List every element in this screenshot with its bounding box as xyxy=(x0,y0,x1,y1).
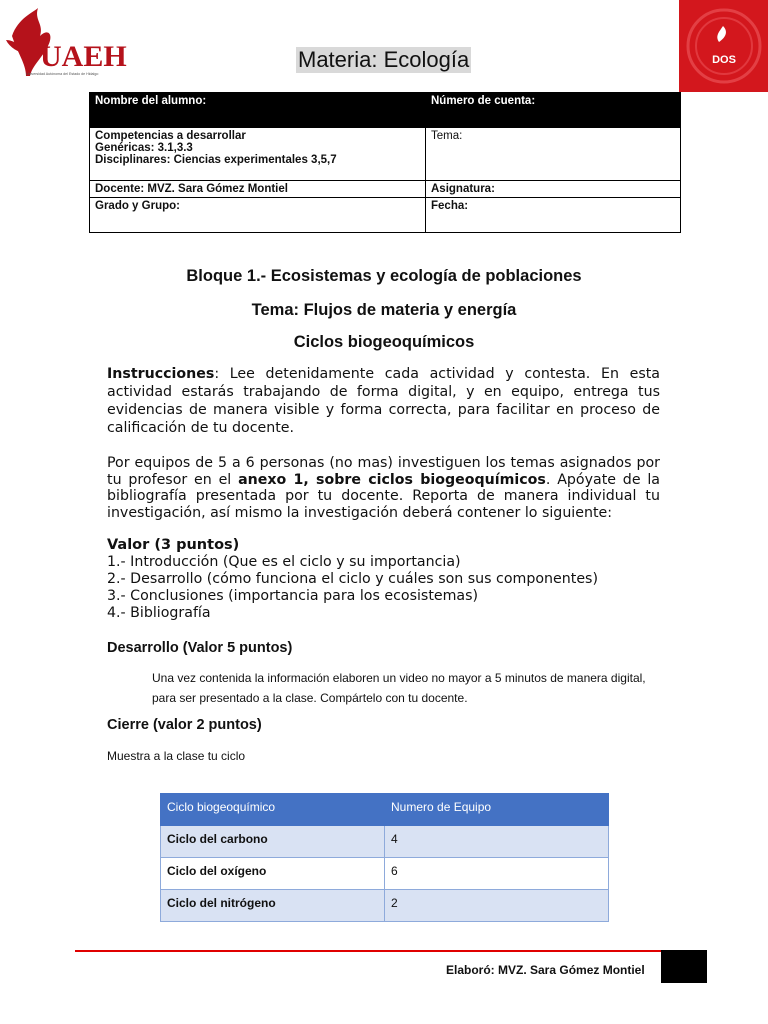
team-number: 4 xyxy=(385,826,609,858)
svg-text:Universidad Autónoma del Estad: Universidad Autónoma del Estado de Hidalgo xyxy=(26,72,99,76)
instructions-text: : Lee detenidamente cada actividad y contesta. En esta actividad estarás trabajando de forma digital, y en equipo, entrega tus evidencias de manera visible y forma correcta, para facilitar en proceso de calificación de tu docente. xyxy=(107,366,660,436)
student-name-label: Nombre del alumno: xyxy=(90,93,426,128)
research-text-1: Por equipos de 5 a 6 personas (no mas) investiguen los temas asignados por tu profesor en el xyxy=(107,455,660,488)
cycle-name: Ciclo del oxígeno xyxy=(161,858,385,890)
instructions-paragraph xyxy=(107,365,660,437)
research-paragraph xyxy=(107,455,660,521)
table-row xyxy=(90,181,681,198)
research-annex-bold: anexo 1, sobre ciclos biogeoquímicos xyxy=(238,471,546,488)
cierre-title: Cierre (valor 2 puntos) xyxy=(107,717,262,733)
fecha-label: Fecha: xyxy=(426,198,681,233)
list-item: 1.- Introducción (Que es el ciclo y su importancia) xyxy=(107,554,461,570)
page-title: Materia: Ecología xyxy=(298,47,470,72)
grado-grupo-label: Grado y Grupo: xyxy=(90,198,426,233)
genericas-label: Genéricas: 3.1,3.3 xyxy=(95,142,193,154)
cycle-assignment-table xyxy=(160,793,609,922)
cycle-name: Ciclo del nitrógeno xyxy=(161,890,385,922)
list-item: 4.- Bibliografía xyxy=(107,605,211,621)
desarrollo-title: Desarrollo (Valor 5 puntos) xyxy=(107,640,293,656)
table-row xyxy=(161,826,609,858)
valor-title: Valor (3 puntos) xyxy=(107,537,240,553)
footer-block xyxy=(661,950,707,983)
prepa-dos-logo xyxy=(679,0,768,92)
desarrollo-text: Una vez contenida la información elaboren un video no mayor a 5 minutos de manera digital, para ser presentado a la clase. Compártelo con tu docente. xyxy=(152,671,646,705)
team-number: 2 xyxy=(385,890,609,922)
list-item: 3.- Conclusiones (importancia para los ecosistemas) xyxy=(107,588,479,604)
list-item: 2.- Desarrollo (cómo funciona el ciclo y cuáles son sus componentes) xyxy=(107,571,598,587)
footer-divider xyxy=(75,950,661,952)
footer-author: Elaboró: MVZ. Sara Gómez Montiel xyxy=(446,963,645,977)
competencias-cell xyxy=(90,128,426,181)
ciclos-heading: Ciclos biogeoquímicos xyxy=(293,333,475,351)
table-row xyxy=(161,858,609,890)
svg-text:UAEH: UAEH xyxy=(40,40,127,73)
svg-text:DOS: DOS xyxy=(712,54,736,66)
instructions-label: Instrucciones xyxy=(107,366,215,382)
table-row xyxy=(161,890,609,922)
research-text-2: . Apóyate de la bibliografía presentada por tu docente. Reporta de manera individual tu investigación, así mismo la investigación deberá contener lo siguiente: xyxy=(107,471,661,521)
table-row xyxy=(90,93,681,128)
tema-label: Tema: xyxy=(426,128,681,181)
student-info-table xyxy=(89,92,681,233)
cycle-name: Ciclo del carbono xyxy=(161,826,385,858)
table-row xyxy=(90,198,681,233)
tema-heading: Tema: Flujos de materia y energía xyxy=(251,301,517,319)
bloque-heading: Bloque 1.- Ecosistemas y ecología de poblaciones xyxy=(186,267,582,285)
column-header: Ciclo biogeoquímico xyxy=(161,794,385,826)
docente-label: Docente: MVZ. Sara Gómez Montiel xyxy=(90,181,426,198)
disciplinares-label: Disciplinares: Ciencias experimentales 3,5,7 xyxy=(95,154,337,166)
competencias-label: Competencias a desarrollar xyxy=(95,130,246,142)
cierre-text: Muestra a la clase tu ciclo xyxy=(107,749,246,763)
table-header-row xyxy=(161,794,609,826)
uaeh-logo xyxy=(4,6,127,76)
valor-section xyxy=(107,537,667,622)
team-number: 6 xyxy=(385,858,609,890)
account-number-label: Número de cuenta: xyxy=(426,93,681,128)
column-header: Numero de Equipo xyxy=(385,794,609,826)
table-row xyxy=(90,128,681,181)
asignatura-label: Asignatura: xyxy=(426,181,681,198)
